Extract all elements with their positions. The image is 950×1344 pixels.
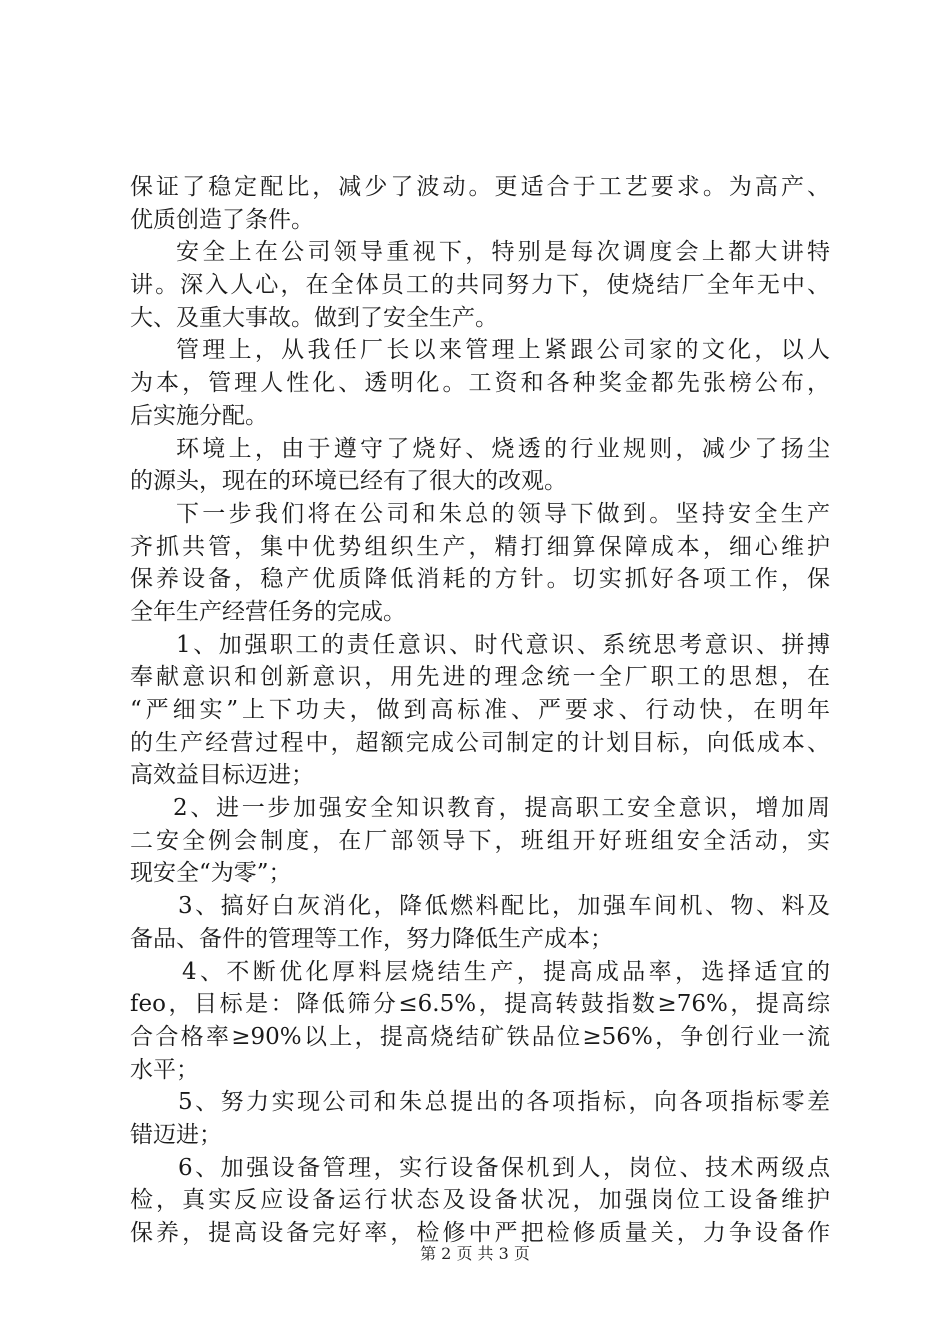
text-line: feo，目标是：降低筛分≤6.5%，提高转鼓指数≥76%，提高综 — [130, 991, 830, 1018]
text-line: 高效益目标迈进； — [130, 762, 314, 789]
text-line: 讲。深入人心，在全体员工的共同努力下，使烧结厂全年无中、 — [130, 272, 830, 299]
document-body — [130, 171, 830, 1250]
text-line: 的源头，现在的环境已经有了很大的改观。 — [130, 468, 567, 495]
text-line: 错迈进； — [130, 1121, 222, 1148]
text-line: 优质创造了条件。 — [130, 206, 314, 233]
text-line: 保养，提高设备完好率，检修中严把检修质量关，力争设备作 — [130, 1220, 830, 1246]
text-line: 管理上，从我任厂长以来管理上紧跟公司家的文化，以人 — [176, 337, 830, 364]
text-line: 大、及重大事故。做到了安全生产。 — [130, 304, 498, 331]
list-item-3: 3、搞好白灰消化，降低燃料配比，加强车间机、物、料及 — [178, 893, 830, 920]
text-line: 保证了稳定配比，减少了波动。更适合于工艺要求。为高产、 — [130, 174, 830, 200]
text-line: 全年生产经营任务的完成。 — [130, 598, 406, 625]
text-line: 保养设备，稳产优质降低消耗的方针。切实抓好各项工作，保 — [130, 566, 830, 593]
page-number-footer: 第 2 页 共 3 页 — [420, 1244, 530, 1263]
list-item-4: 4、不断优化厚料层烧结生产，提高成品率，选择适宜的 — [182, 958, 830, 985]
text-line: 奉献意识和创新意识，用先进的理念统一全厂职工的思想，在 — [130, 664, 830, 691]
text-line: 环境上，由于遵守了烧好、烧透的行业规则，减少了扬尘 — [176, 435, 830, 462]
text-line: 合合格率≥90%以上，提高烧结矿铁品位≥56%，争创行业一流 — [130, 1023, 830, 1050]
text-line: 现安全“为零”； — [130, 860, 292, 887]
list-item-6: 6、加强设备管理，实行设备保机到人，岗位、技术两级点 — [178, 1154, 830, 1181]
list-item-5: 5、努力实现公司和朱总提出的各项指标，向各项指标零差 — [178, 1089, 830, 1116]
text-line: 齐抓共管，集中优势组织生产，精打细算保障成本，细心维护 — [130, 533, 830, 560]
text-line: 安全上在公司领导重视下，特别是每次调度会上都大讲特 — [176, 239, 830, 266]
text-line: 备品、备件的管理等工作，努力降低生产成本； — [130, 925, 613, 952]
text-line: 水平； — [130, 1056, 199, 1083]
text-line: 为本，管理人性化、透明化。工资和各种奖金都先张榜公布， — [130, 370, 830, 397]
text-line: 二安全例会制度，在厂部领导下，班组开好班组安全活动，实 — [130, 827, 830, 854]
text-line: 后实施分配。 — [130, 402, 268, 429]
text-line: 检，真实反应设备运行状态及设备状况，加强岗位工设备维护 — [130, 1187, 830, 1214]
text-line: “严细实”上下功夫，做到高标准、严要求、行动快，在明年 — [130, 697, 830, 723]
list-item-1: 1、加强职工的责任意识、时代意识、系统思考意识、拼搏 — [176, 631, 830, 658]
text-line: 的生产经营过程中，超额完成公司制定的计划目标，向低成本、 — [130, 729, 830, 756]
list-item-2: 2、进一步加强安全知识教育，提高职工安全意识，增加周 — [173, 795, 830, 822]
text-line: 下一步我们将在公司和朱总的领导下做到。坚持安全生产 — [176, 500, 830, 527]
